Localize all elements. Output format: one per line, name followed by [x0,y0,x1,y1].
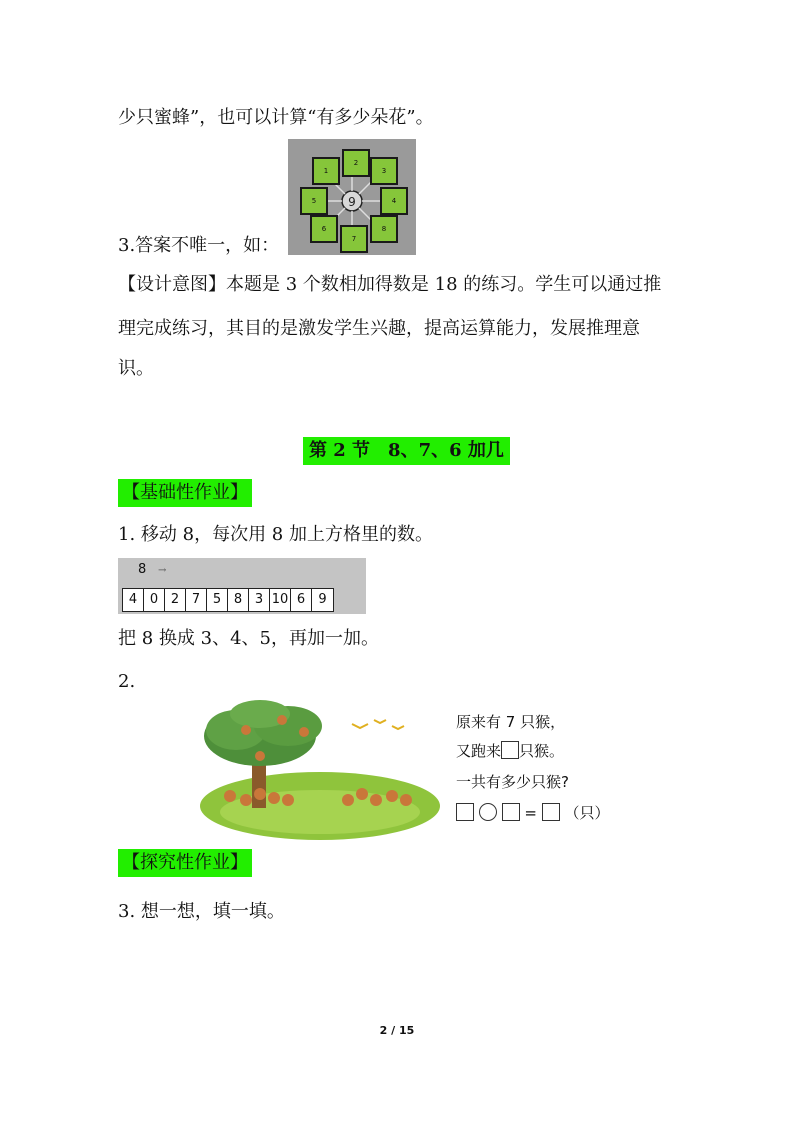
ran-over-label: 又跑来 [456,742,502,760]
basic-homework-label: 【基础性作业】 [118,479,252,507]
design-intent-line-1: 【设计意图】本题是 3 个数相加得数是 18 的练习。学生可以通过推 [118,274,662,295]
equation-row [456,803,610,823]
petal-4: 4 [380,187,408,215]
strip-moving-number: 8 [138,562,147,577]
question-2-number: 2. [118,671,136,692]
flower-number-figure [288,139,416,255]
operator-circle[interactable] [479,803,497,821]
monkeys-label: 只猴。 [519,742,565,760]
strip-cell: 6 [291,589,312,611]
equation-box-result[interactable] [542,803,560,821]
petal-3: 3 [370,157,398,185]
page-number: 2 / 15 [379,1024,415,1037]
design-intent-line-2: 理完成练习，其目的是激发学生兴趣，提高运算能力，发展推理意 [118,318,640,339]
petal-5: 5 [300,187,328,215]
strip-cell: 7 [186,589,207,611]
petal-1: 1 [312,157,340,185]
petal-7: 7 [340,225,368,253]
strip-cell: 3 [249,589,270,611]
equation-box-1[interactable] [456,803,474,821]
strip-cell: 10 [270,589,291,611]
equation-box-2[interactable] [502,803,520,821]
section-title: 第 2 节 8、7、6 加几 [303,437,510,465]
petal-6: 6 [310,215,338,243]
monkey-problem-line-1: 原来有 7 只猴， [456,713,566,731]
number-strip [118,558,366,614]
petal-2: 2 [342,149,370,177]
strip-cell: 9 [318,592,327,607]
strip-cells [122,588,334,612]
monkey-tree-illustration [196,700,444,844]
flower-center-number: 9 [348,195,356,209]
unit-label: （只） [564,804,610,822]
strip-cell: 5 [207,589,228,611]
monkey-problem-line-2 [456,741,564,761]
strip-cell: 8 [228,589,249,611]
monkey-problem-line-3: 一共有多少只猴? [456,773,569,791]
strip-cell: 2 [165,589,186,611]
exploratory-homework-label: 【探究性作业】 [118,849,252,877]
right-arrow-icon: → [158,565,167,576]
strip-cell: 0 [144,589,165,611]
strip-cell: 4 [123,589,144,611]
answer-box[interactable] [501,741,519,759]
question-1-text: 1. 移动 8，每次用 8 加上方格里的数。 [118,524,433,545]
answer-not-unique: 3.答案不唯一，如： [118,235,280,256]
design-intent-line-3: 识。 [118,358,154,379]
equals-sign: = [524,804,537,822]
question-1-followup: 把 8 换成 3、4、5，再加一加。 [118,628,379,649]
question-3-text: 3. 想一想，填一填。 [118,901,285,922]
petal-8: 8 [370,215,398,243]
paragraph-bees-flowers: 少只蜜蜂”，也可以计算“有多少朵花”。 [118,107,434,128]
